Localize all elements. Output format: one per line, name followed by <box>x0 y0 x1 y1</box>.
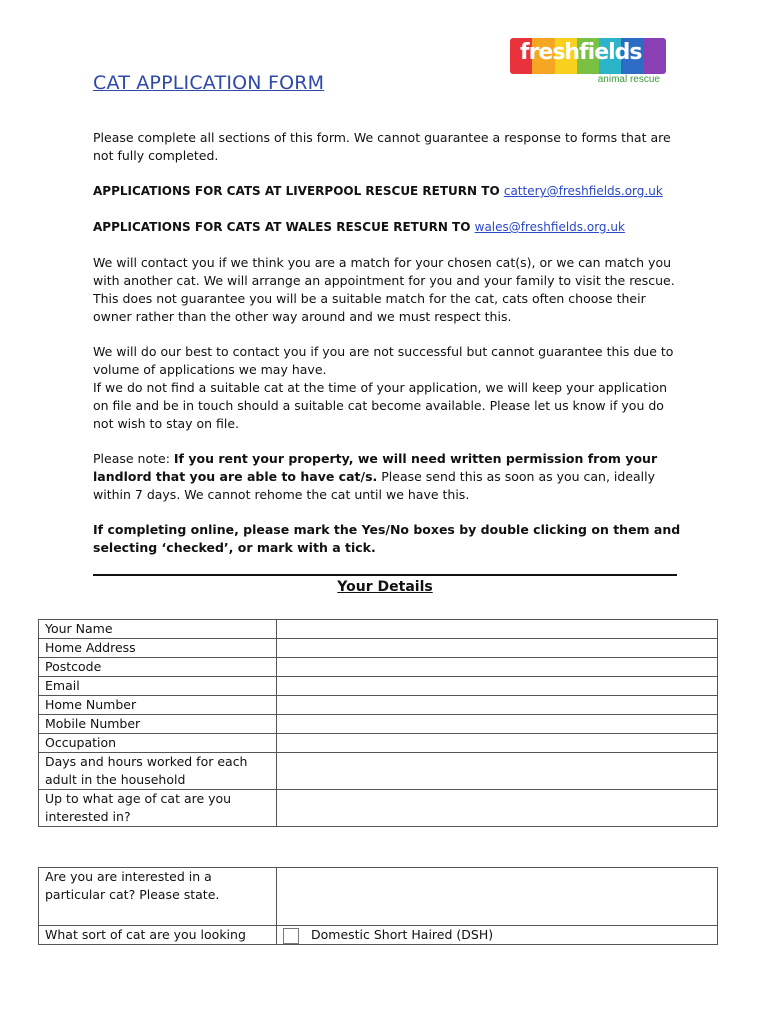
table-row <box>39 734 718 753</box>
table-row <box>39 753 718 790</box>
detail-label: Your Name <box>39 620 277 639</box>
intro-text: Please complete all sections of this form. We cannot guarantee a response to forms that are not fully completed. <box>93 130 671 163</box>
detail-label: Days and hours worked for each adult in the household <box>39 753 277 790</box>
detail-input[interactable] <box>277 639 718 658</box>
liverpool-email-link[interactable]: cattery@freshfields.org.uk <box>503 184 663 198</box>
best-efforts-paragraph <box>93 343 683 433</box>
table-row <box>39 677 718 696</box>
table-row <box>39 790 718 827</box>
rent-note-bold: If you rent your property, we will need written permission from your landlord that you are able to have cat/s. <box>93 451 658 484</box>
detail-label: Occupation <box>39 734 277 753</box>
particular-cat-field[interactable] <box>277 868 718 926</box>
contact-paragraph: We will contact you if we think you are a match for your chosen cat(s), or we can match you with another cat. We will arrange an appointment for you and your family to visit the rescue. This does not guarantee you will be a suitable match for the cat, cats often choose their owner rather than the other way around and we must respect this. <box>93 255 675 324</box>
table-row <box>39 696 718 715</box>
table-row <box>39 926 718 945</box>
dsh-option-label: Domestic Short Haired (DSH) <box>311 927 494 942</box>
rent-note-prefix: Please note: <box>93 451 174 466</box>
detail-label: Email <box>39 677 277 696</box>
section-title-your-details: Your Details <box>337 579 433 595</box>
table-row <box>39 658 718 677</box>
best-efforts-text-1: We will do our best to contact you if you are not successful but cannot guarantee this due to volume of applications we may have. <box>93 344 674 377</box>
wales-email-link[interactable]: wales@freshfields.org.uk <box>474 220 625 234</box>
detail-input[interactable] <box>277 715 718 734</box>
rent-note-paragraph <box>93 450 683 504</box>
freshfields-logo <box>510 38 666 90</box>
detail-input[interactable] <box>277 658 718 677</box>
detail-input[interactable] <box>277 677 718 696</box>
table-row <box>39 715 718 734</box>
wales-return-line <box>93 218 683 236</box>
detail-input[interactable] <box>277 790 718 827</box>
section-divider <box>93 574 677 576</box>
liverpool-return-line <box>93 182 683 200</box>
your-details-table <box>38 619 718 827</box>
detail-label: Home Address <box>39 639 277 658</box>
logo-color-bar <box>644 38 666 74</box>
detail-input[interactable] <box>277 753 718 790</box>
online-instructions: If completing online, please mark the Yes/No boxes by double clicking on them and selecting ‘checked’, or mark with a tick. <box>93 522 681 555</box>
logo-subtitle: animal rescue <box>597 74 660 85</box>
table-row <box>39 620 718 639</box>
rent-note-rest: Please send this as soon as you can, ideally within 7 days. We cannot rehome the cat until we have this. <box>93 469 656 502</box>
detail-label: Home Number <box>39 696 277 715</box>
table-row <box>39 639 718 658</box>
detail-input[interactable] <box>277 620 718 639</box>
detail-label: Mobile Number <box>39 715 277 734</box>
cat-sort-option-cell <box>277 926 718 945</box>
cat-sort-label: What sort of cat are you looking <box>39 926 277 945</box>
detail-label: Up to what age of cat are you interested in? <box>39 790 277 827</box>
detail-label: Postcode <box>39 658 277 677</box>
cat-preference-table <box>38 867 718 945</box>
detail-input[interactable] <box>277 734 718 753</box>
wales-return-text: APPLICATIONS FOR CATS AT WALES RESCUE RETURN TO <box>93 220 471 234</box>
best-efforts-text-2: If we do not find a suitable cat at the time of your application, we will keep your application on file and be in touch should a suitable cat become available. Please let us know if you do not wish to stay on file. <box>93 380 668 431</box>
table-row <box>39 868 718 926</box>
detail-input[interactable] <box>277 696 718 715</box>
dsh-checkbox[interactable] <box>283 928 299 944</box>
logo-wordmark: freshfields <box>520 40 642 65</box>
particular-cat-label: Are you are interested in a particular cat? Please state. <box>39 868 277 926</box>
liverpool-return-text: APPLICATIONS FOR CATS AT LIVERPOOL RESCUE RETURN TO <box>93 184 500 198</box>
page-title: CAT APPLICATION FORM <box>93 72 325 94</box>
